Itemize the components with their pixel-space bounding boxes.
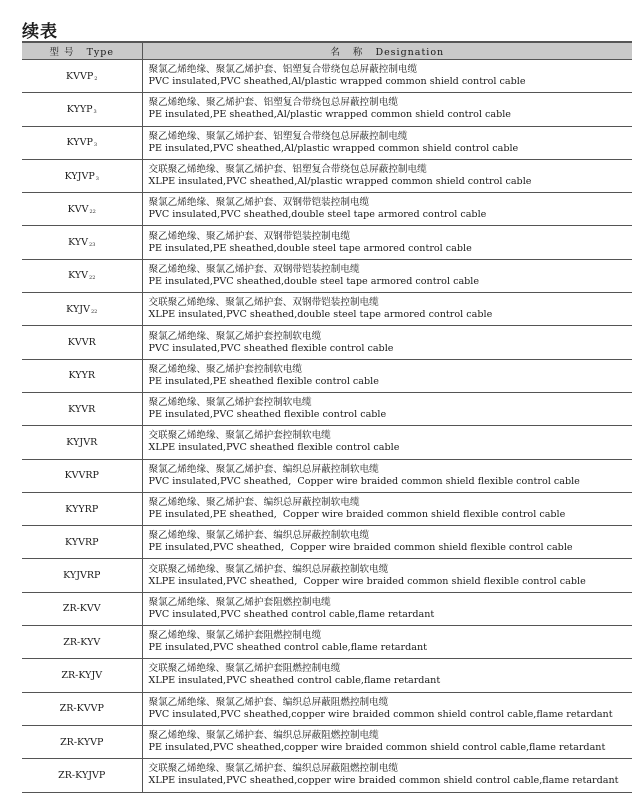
table-row — [22, 392, 632, 425]
table-row — [22, 626, 632, 659]
model-code: KYVP — [66, 137, 93, 149]
model-code: KYYRP — [65, 503, 99, 515]
designation-english: PVC insulated,PVC sheathed,double steel tape armored control cable — [148, 209, 487, 221]
cable-model — [22, 492, 142, 525]
designation-chinese: 聚乙烯绝缘、聚氯乙烯护套控制软电缆 — [148, 397, 312, 409]
designation-english: PE insulated,PE sheathed,Al/plastic wrapped common shield control cable — [148, 109, 511, 121]
designation-english: PE insulated,PE sheathed flexible control cable — [148, 375, 379, 387]
model-code: KYJVP — [64, 170, 95, 182]
table-row — [22, 426, 632, 459]
designation-english: PVC insulated,PVC sheathed, Copper wire braided common shield flexible control cable — [148, 475, 580, 487]
cable-spec-table — [22, 41, 632, 793]
designation-english: XLPE insulated,PVC sheathed flexible control cable — [148, 442, 400, 454]
cable-designation — [142, 692, 632, 725]
designation-english: XLPE insulated,PVC sheathed control cable,flame retardant — [148, 675, 441, 687]
table-row — [22, 526, 632, 559]
model-code: KVV — [67, 203, 89, 215]
cable-model — [22, 159, 142, 192]
cable-model — [22, 293, 142, 326]
model-subscript: 2 — [94, 75, 98, 82]
model-subscript: 22 — [89, 208, 96, 215]
model-code: ZR-KVVP — [59, 703, 104, 715]
cable-designation — [142, 159, 632, 192]
designation-chinese: 交联聚乙烯绝缘、聚氯乙烯护套、编织总屏蔽控制软电缆 — [148, 563, 389, 575]
table-row — [22, 259, 632, 292]
cable-model — [22, 659, 142, 692]
table-row — [22, 492, 632, 525]
model-code: ZR-KYV — [63, 636, 101, 648]
cable-model — [22, 526, 142, 559]
designation-chinese: 交联聚乙烯绝缘、聚氯乙烯护套阻燃控制电缆 — [148, 663, 341, 675]
designation-chinese: 交联聚乙烯绝缘、聚氯乙烯护套、铝塑复合带绕包总屏蔽控制电缆 — [148, 164, 427, 176]
cable-designation — [142, 193, 632, 226]
model-code: KYVRP — [64, 536, 99, 548]
cable-designation — [142, 60, 632, 93]
cable-designation — [142, 326, 632, 359]
cable-model — [22, 592, 142, 625]
table-row — [22, 93, 632, 126]
designation-english: PVC insulated,PVC sheathed,Al/plastic wrapped common shield control cable — [148, 76, 526, 88]
table-row — [22, 659, 632, 692]
cable-designation — [142, 259, 632, 292]
cable-designation — [142, 93, 632, 126]
model-code: KYYR — [68, 370, 96, 382]
table-row — [22, 159, 632, 192]
cable-designation — [142, 526, 632, 559]
model-code: KYYP — [66, 103, 93, 115]
cable-model — [22, 359, 142, 392]
model-code: ZR-KVV — [62, 603, 101, 615]
model-subscript: 3 — [93, 108, 97, 115]
designation-english: PE insulated,PVC sheathed flexible control cable — [148, 409, 387, 421]
model-code: KYV — [68, 237, 89, 249]
designation-english: XLPE insulated,PVC sheathed,copper wire braided common shield control cable,flame retardant — [148, 775, 619, 787]
table-row — [22, 126, 632, 159]
table-row — [22, 559, 632, 592]
table-row — [22, 759, 632, 792]
cable-designation — [142, 759, 632, 792]
cable-designation — [142, 293, 632, 326]
cable-model — [22, 326, 142, 359]
model-subscript: 3 — [95, 175, 99, 182]
cable-designation — [142, 626, 632, 659]
model-code: KYV — [68, 270, 89, 282]
model-code: ZR-KYJV — [61, 669, 103, 681]
designation-english: XLPE insulated,PVC sheathed, Copper wire braided common shield flexible control cable — [148, 575, 586, 587]
model-code: KYJVR — [66, 436, 98, 448]
header-type: 型 号 Type — [22, 42, 142, 60]
designation-chinese: 交联聚乙烯绝缘、聚氯乙烯护套、双钢带铠装控制电缆 — [148, 297, 379, 309]
cable-designation — [142, 492, 632, 525]
designation-english: PE insulated,PVC sheathed, Copper wire braided common shield flexible control cable — [148, 542, 573, 554]
designation-english: PE insulated,PE sheathed,double steel tape armored control cable — [148, 242, 472, 254]
designation-english: PVC insulated,PVC sheathed,copper wire braided common shield control cable,flame retardant — [148, 708, 613, 720]
designation-chinese: 聚氯乙烯绝缘、聚氯乙烯护套阻燃控制电缆 — [148, 596, 331, 608]
cable-designation — [142, 426, 632, 459]
cable-designation — [142, 559, 632, 592]
designation-chinese: 聚乙烯绝缘、聚乙烯护套、双钢带铠装控制电缆 — [148, 230, 350, 242]
designation-english: PE insulated,PVC sheathed control cable,flame retardant — [148, 642, 427, 654]
cable-designation — [142, 659, 632, 692]
cable-designation — [142, 359, 632, 392]
model-code: KYVR — [68, 403, 96, 415]
cable-model — [22, 126, 142, 159]
designation-english: PE insulated,PVC sheathed,double steel tape armored control cable — [148, 275, 480, 287]
designation-chinese: 聚乙烯绝缘、聚氯乙烯护套阻燃控制电缆 — [148, 630, 322, 642]
cable-designation — [142, 459, 632, 492]
designation-chinese: 聚氯乙烯绝缘、聚氯乙烯护套、双钢带铠装控制电缆 — [148, 197, 370, 209]
model-code: KVVRP — [64, 470, 99, 482]
cable-model — [22, 692, 142, 725]
designation-english: PE insulated,PE sheathed, Copper wire braided common shield flexible control cable — [148, 509, 566, 520]
designation-chinese: 聚氯乙烯绝缘、聚氯乙烯护套、编织总屏蔽阻燃控制电缆 — [148, 696, 389, 708]
designation-english: PE insulated,PVC sheathed,copper wire braided common shield control cable,flame retardant — [148, 742, 606, 754]
cable-model — [22, 193, 142, 226]
designation-chinese: 聚乙烯绝缘、聚氯乙烯护套、双钢带铠装控制电缆 — [148, 263, 360, 275]
designation-chinese: 聚乙烯绝缘、聚乙烯护套、铝塑复合带绕包总屏蔽控制电缆 — [148, 97, 398, 109]
model-subscript: 22 — [90, 308, 98, 315]
cable-model — [22, 725, 142, 758]
table-row — [22, 226, 632, 259]
table-row — [22, 193, 632, 226]
table-row — [22, 326, 632, 359]
designation-english: XLPE insulated,PVC sheathed,double steel tape armored control cable — [148, 309, 493, 321]
cable-model — [22, 559, 142, 592]
cable-designation — [142, 725, 632, 758]
designation-chinese: 聚氯乙烯绝缘、聚氯乙烯护套、铝塑复合带绕包总屏蔽控制电缆 — [148, 64, 418, 76]
designation-chinese: 聚乙烯绝缘、聚乙烯护套、编织总屏蔽控制软电缆 — [148, 497, 360, 508]
cable-designation — [142, 126, 632, 159]
model-subscript: 3 — [93, 142, 98, 149]
cable-model — [22, 759, 142, 792]
cable-designation — [142, 592, 632, 625]
cable-model — [22, 60, 142, 93]
designation-english: XLPE insulated,PVC sheathed,Al/plastic wrapped common shield control cable — [148, 176, 532, 188]
table-row — [22, 459, 632, 492]
designation-chinese: 聚乙烯绝缘、聚乙烯护套控制软电缆 — [148, 363, 302, 375]
model-code: KYJVRP — [63, 570, 101, 582]
cable-model — [22, 93, 142, 126]
cable-designation — [142, 226, 632, 259]
cable-model — [22, 259, 142, 292]
designation-chinese: 交联聚乙烯绝缘、聚氯乙烯护套、编织总屏蔽阻燃控制电缆 — [148, 763, 398, 775]
designation-english: PE insulated,PVC sheathed,Al/plastic wrapped common shield control cable — [148, 142, 519, 154]
table-row — [22, 692, 632, 725]
table-body — [22, 60, 632, 793]
table-row — [22, 725, 632, 758]
header-designation: 名 称 Designation — [142, 42, 632, 60]
cable-model — [22, 226, 142, 259]
model-subscript: 23 — [89, 242, 96, 249]
designation-chinese: 聚乙烯绝缘、聚氯乙烯护套、编织总屏蔽控制软电缆 — [148, 530, 370, 542]
cable-model — [22, 392, 142, 425]
table-row — [22, 359, 632, 392]
designation-chinese: 交联聚乙烯绝缘、聚氯乙烯护套控制软电缆 — [148, 430, 331, 442]
model-code: ZR-KYJVP — [58, 769, 106, 781]
model-code: ZR-KYVP — [60, 736, 104, 748]
model-subscript: 22 — [89, 275, 96, 282]
designation-chinese: 聚乙烯绝缘、聚氯乙烯护套、编织总屏蔽阻燃控制电缆 — [148, 730, 379, 742]
table-row — [22, 293, 632, 326]
model-code: KVVP — [66, 70, 94, 82]
designation-chinese: 聚氯乙烯绝缘、聚氯乙烯护套、编织总屏蔽控制软电缆 — [148, 463, 379, 475]
designation-chinese: 聚氯乙烯绝缘、聚氯乙烯护套控制软电缆 — [148, 330, 322, 342]
table-header-row — [22, 42, 632, 60]
page-title: 续表 — [22, 22, 58, 42]
model-code: KYJV — [66, 303, 90, 315]
cable-designation — [142, 392, 632, 425]
designation-english: PVC insulated,PVC sheathed flexible control cable — [148, 342, 394, 354]
cable-model — [22, 459, 142, 492]
model-code: KVVR — [67, 337, 96, 349]
cable-model — [22, 626, 142, 659]
cable-model — [22, 426, 142, 459]
designation-chinese: 聚乙烯绝缘、聚氯乙烯护套、铝塑复合带绕包总屏蔽控制电缆 — [148, 130, 408, 142]
table-row — [22, 60, 632, 93]
designation-english: PVC insulated,PVC sheathed control cable,flame retardant — [148, 608, 435, 620]
table-row — [22, 592, 632, 625]
